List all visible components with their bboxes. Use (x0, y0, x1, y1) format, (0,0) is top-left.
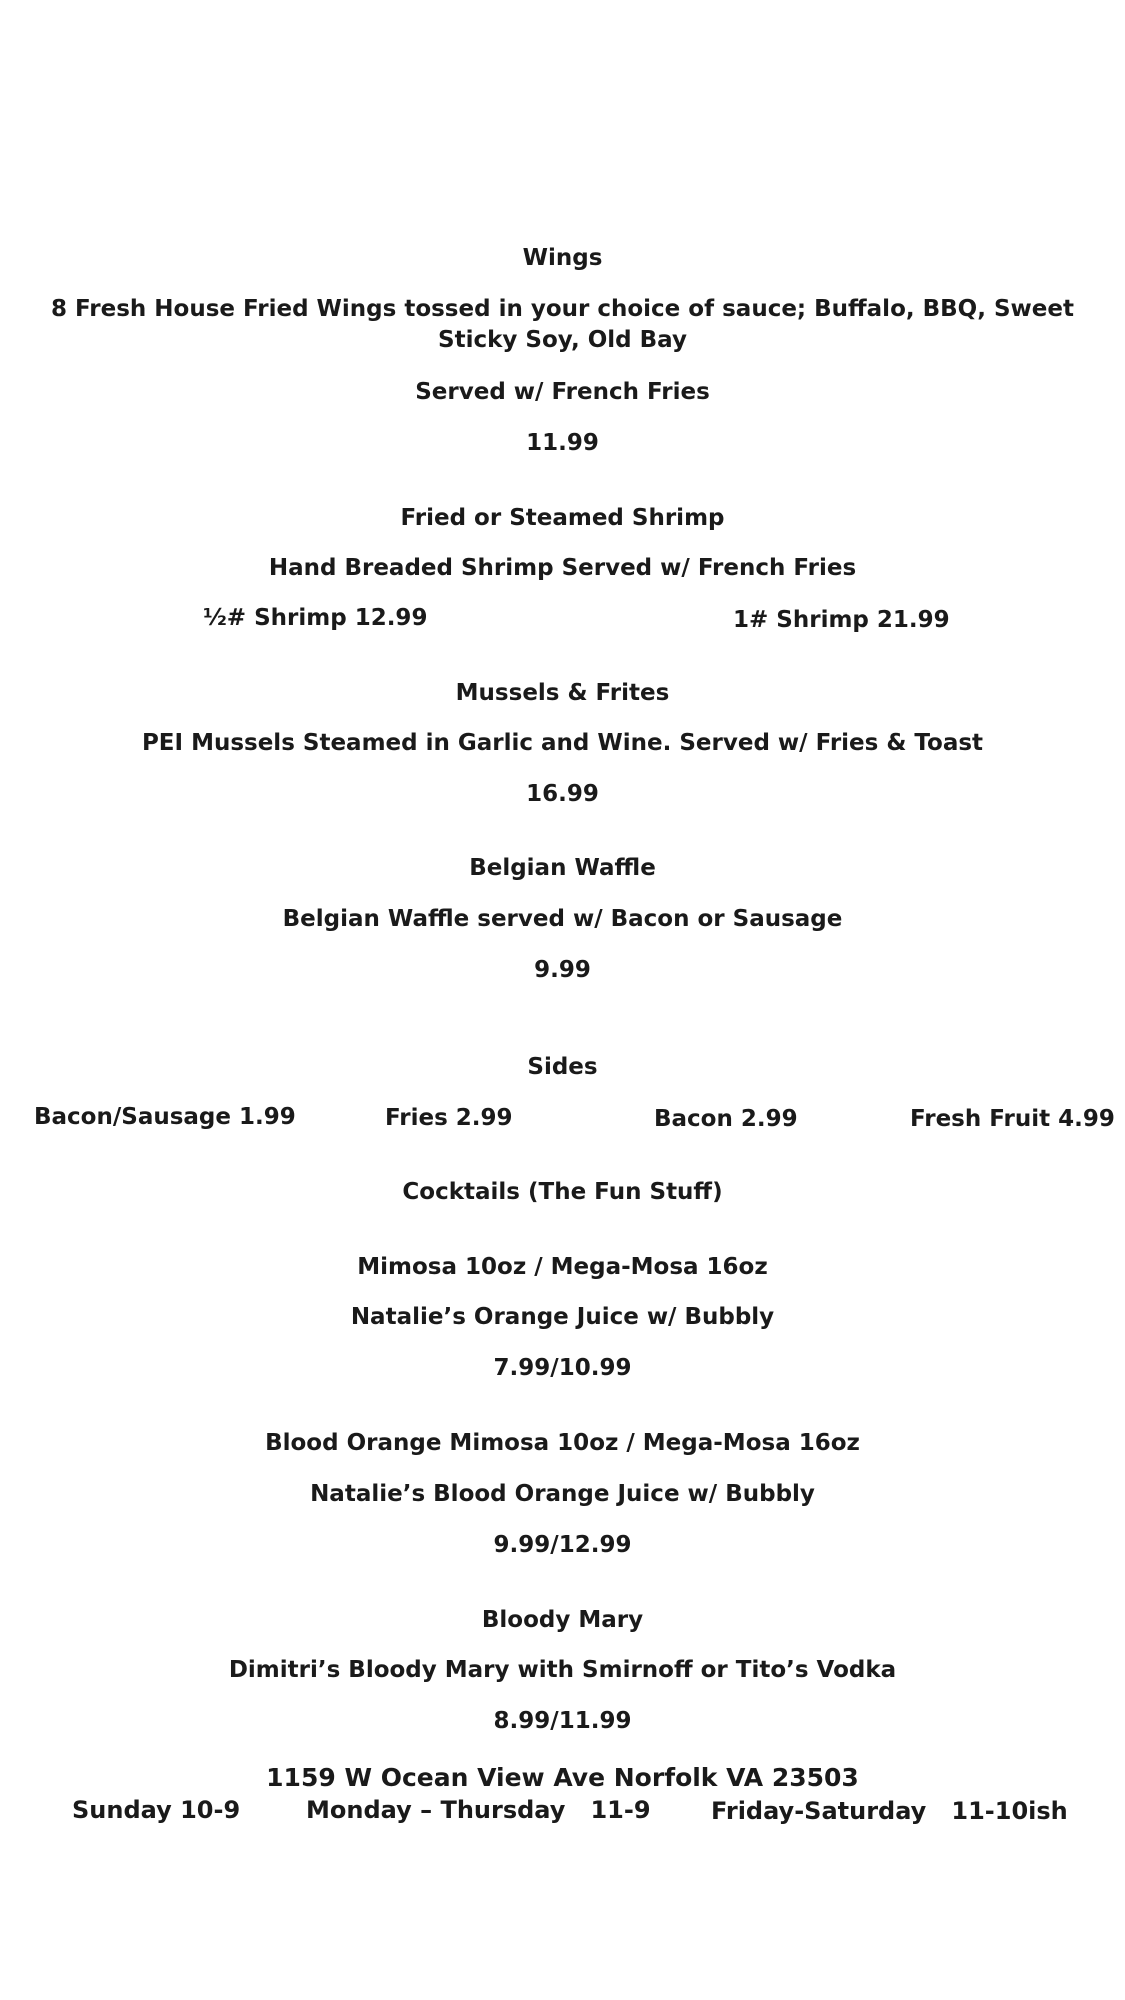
wings-title: Wings (522, 245, 603, 271)
shrimp-half-price: ½# Shrimp 12.99 (203, 605, 428, 631)
wings-description: 8 Fresh House Fried Wings tossed in your choice of sauce; Buffalo, BBQ, Sweet Sticky Soy, Old Bay (51, 296, 1074, 353)
mussels-title: Mussels & Frites (455, 680, 670, 706)
wings-price: 11.99 (526, 430, 599, 456)
blood-orange-price: 9.99/12.99 (493, 1532, 632, 1558)
side-item: Fresh Fruit 4.99 (910, 1106, 1115, 1132)
sides-title: Sides (527, 1054, 598, 1080)
shrimp-full-price: 1# Shrimp 21.99 (733, 607, 950, 633)
side-item: Bacon 2.99 (654, 1106, 798, 1132)
waffle-title: Belgian Waffle (469, 855, 656, 881)
side-item: Fries 2.99 (385, 1105, 513, 1131)
mimosa-title: Mimosa 10oz / Mega-Mosa 16oz (357, 1254, 768, 1280)
side-item: Bacon/Sausage 1.99 (34, 1104, 296, 1130)
blood-orange-title: Blood Orange Mimosa 10oz / Mega-Mosa 16oz (265, 1430, 860, 1456)
blood-orange-description: Natalie’s Blood Orange Juice w/ Bubbly (310, 1481, 815, 1507)
mussels-description: PEI Mussels Steamed in Garlic and Wine. Served w/ Fries & Toast (141, 730, 984, 756)
bloody-mary-description: Dimitri’s Bloody Mary with Smirnoff or Tito’s Vodka (228, 1657, 897, 1683)
hours-sunday: Sunday 10-9 (72, 1796, 241, 1824)
mussels-price: 16.99 (526, 781, 599, 807)
bloody-mary-title: Bloody Mary (481, 1607, 644, 1633)
address: 1159 W Ocean View Ave Norfolk VA 23503 (266, 1763, 859, 1792)
hours-weekend: Friday-Saturday 11-10ish (711, 1797, 1068, 1825)
mimosa-description: Natalie’s Orange Juice w/ Bubbly (350, 1304, 775, 1330)
shrimp-title: Fried or Steamed Shrimp (400, 505, 725, 531)
mimosa-price: 7.99/10.99 (493, 1355, 632, 1381)
waffle-price: 9.99 (534, 957, 591, 983)
hours-weekday: Monday – Thursday 11-9 (306, 1796, 651, 1824)
bloody-mary-price: 8.99/11.99 (493, 1708, 632, 1734)
shrimp-description: Hand Breaded Shrimp Served w/ French Fries (268, 555, 857, 581)
wings-served: Served w/ French Fries (415, 379, 710, 405)
waffle-description: Belgian Waffle served w/ Bacon or Sausage (282, 906, 843, 932)
cocktails-title: Cocktails (The Fun Stuff) (402, 1179, 723, 1205)
